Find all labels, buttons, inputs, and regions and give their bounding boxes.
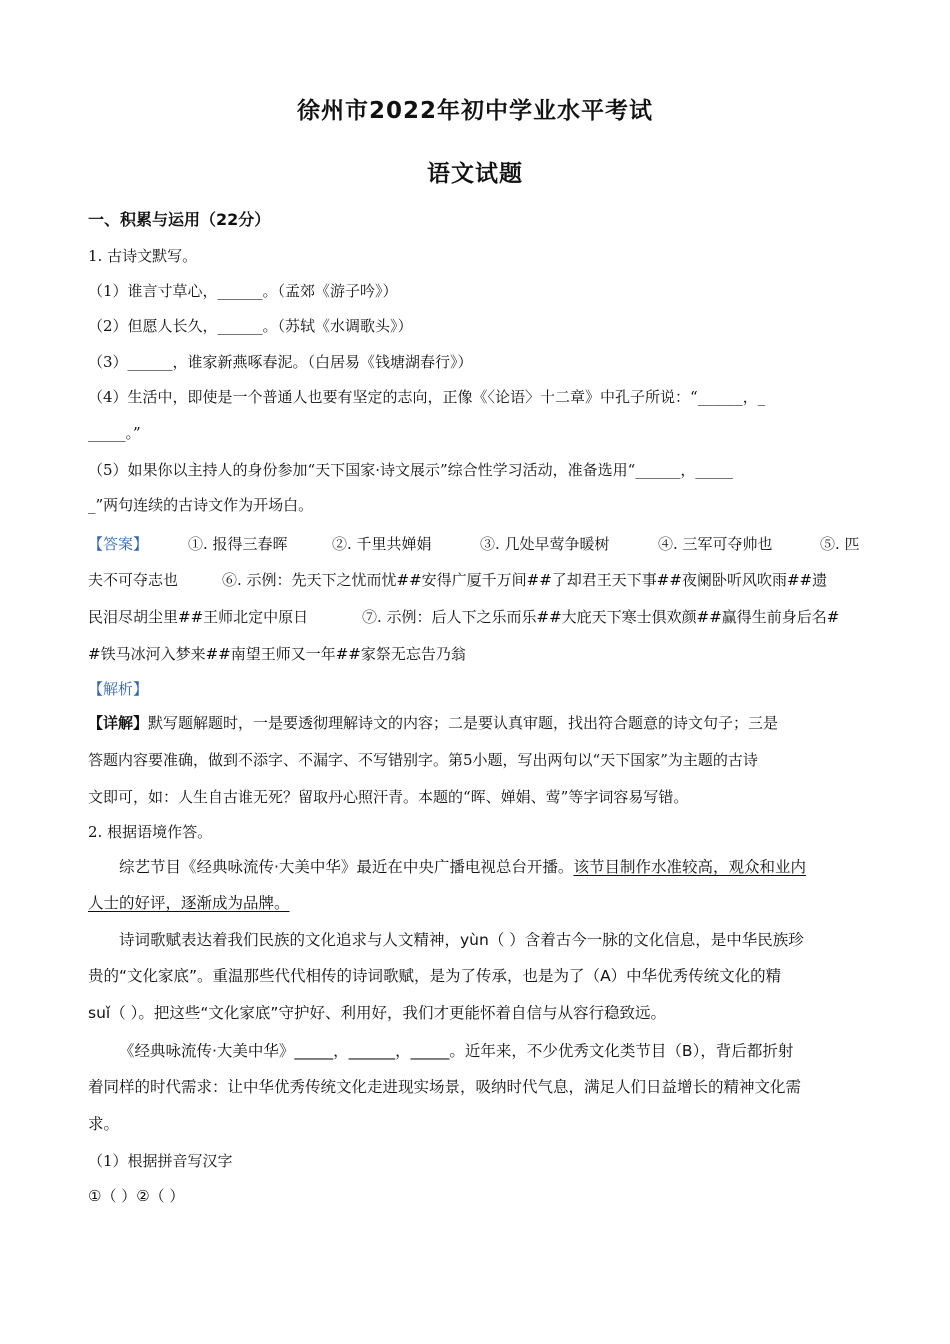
q1-item-1: （1）谁言寸草心，______。（孟郊《游子吟》）: [88, 282, 398, 300]
analysis-label: 【解析】: [88, 680, 149, 698]
answer-1: ①. 报得三春晖: [188, 535, 288, 553]
question-2-prompt: 2. 根据语境作答。: [88, 823, 213, 841]
answer-4: ④. 三军可夺帅也: [658, 535, 773, 553]
q2-paragraph-2-line-2: 贵的“文化家底”。重温那些代代相传的诗词歌赋，是为了传承，也是为了（A）中华优秀传统文化的精: [88, 967, 782, 985]
q2-p1-text: 综艺节目《经典咏流传·大美中华》最近在中央广播电视总台开播。: [119, 858, 574, 876]
detail-line-1: [88, 713, 868, 733]
q1-item-3: （3）______，谁家新燕啄春泥。（白居易《钱塘湖春行》）: [88, 353, 473, 371]
q2-paragraph-2-line-1: 诗词歌赋表达着我们民族的文化追求与人文精神，yùn（ ）含着古今一脉的文化信息，是中华民族珍: [119, 931, 804, 949]
detail-text-1: 默写题解题时，一是要透彻理解诗文的内容；二是要认真审题，找出符合题意的诗文句子；三是: [148, 714, 779, 732]
q2-paragraph-1: [119, 857, 869, 877]
q2-paragraph-2-line-3: suǐ（ ）。把这些“文化家底”守护好、利用好，我们才更能怀着自信与从容行稳致远。: [88, 1004, 666, 1022]
question-1-prompt: 1. 古诗文默写。: [88, 247, 198, 265]
answer-5-end: 夫不可夺志也: [88, 571, 179, 589]
q2-sub-question-1: （1）根据拼音写汉字: [88, 1152, 233, 1170]
answer-label: 【答案】: [88, 535, 149, 553]
detail-line-2: 答题内容要准确，做到不添字、不漏字、不写错别字。第5小题，写出两句以“天下国家”为主题的古诗: [88, 751, 758, 769]
answer-2: ②. 千里共婵娟: [332, 535, 432, 553]
q2-p1-underlined-cont: 人士的好评，逐渐成为品牌。: [88, 894, 290, 912]
q2-sub-question-1-blanks: ①（ ）②（ ）: [88, 1187, 185, 1205]
section-heading: 一、积累与运用（22分）: [88, 210, 271, 229]
answer-7-cont: #铁马冰河入梦来##南望王师又一年##家祭无忘告乃翁: [88, 645, 466, 663]
answer-6-cont: 民泪尽胡尘里##王师北定中原日: [88, 608, 309, 626]
answer-5-start: ⑤. 匹: [820, 535, 860, 553]
answer-6: ⑥. 示例：先天下之忧而忧##安得广厦千万间##了却君王天下事##夜阑卧听风吹雨##遗: [222, 571, 828, 589]
answer-7: ⑦. 示例：后人下之乐而乐##大庇天下寒士俱欢颜##赢得生前身后名#: [362, 608, 840, 626]
q2-paragraph-3-line-3: 求。: [88, 1115, 120, 1133]
exam-subtitle: 语文试题: [427, 161, 523, 187]
q2-paragraph-3-line-1: 《经典咏流传·大美中华》_____，______，_____。近年来，不少优秀文化类节目（B），背后都折射: [119, 1042, 794, 1060]
q1-item-5: （5）如果你以主持人的身份参加“天下国家·诗文展示”综合性学习活动，准备选用“______，_____: [88, 461, 733, 479]
q2-p1-underlined: 该节目制作水准较高，观众和业内: [573, 858, 806, 876]
q1-item-5-cont: _”两句连续的古诗文作为开场白。: [88, 496, 314, 514]
q1-item-2: （2）但愿人长久，______。（苏轼《水调歌头》）: [88, 317, 413, 335]
detail-line-3: 文即可，如：人生自古谁无死？留取丹心照汗青。本题的“晖、婵娟、莺”等字词容易写错。: [88, 788, 689, 806]
answer-3: ③. 几处早莺争暖树: [480, 535, 610, 553]
q2-paragraph-3-line-2: 着同样的时代需求：让中华优秀传统文化走进现实场景，吸纳时代气息，满足人们日益增长的精神文化需: [88, 1078, 802, 1096]
detail-label: 【详解】: [88, 714, 149, 732]
q1-item-4-cont: _____。”: [88, 424, 141, 442]
q2-paragraph-1-cont: [88, 893, 868, 913]
q1-item-4: （4）生活中，即使是一个普通人也要有坚定的志向，正像《〈论语〉十二章》中孔子所说：“______，_: [88, 388, 766, 406]
exam-title: 徐州市2022年初中学业水平考试: [296, 98, 653, 124]
